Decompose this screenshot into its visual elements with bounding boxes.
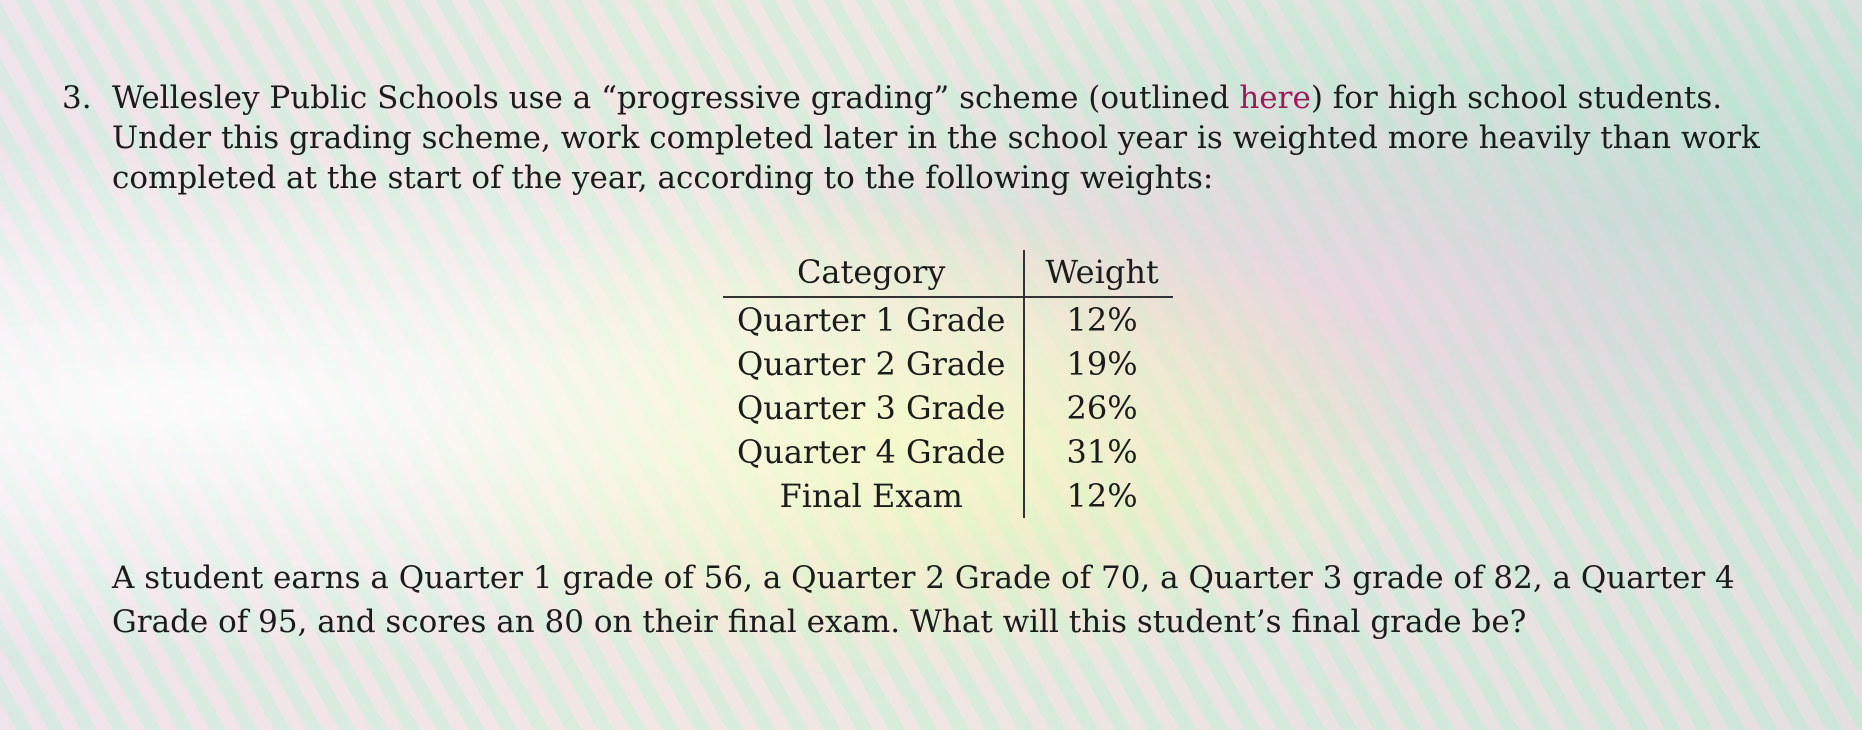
weight-cell: 31%: [1066, 433, 1138, 471]
category-cell: Final Exam: [723, 474, 1024, 518]
intro-text-start: Wellesley Public Schools use a “progressive grading” scheme (outlined: [112, 80, 1240, 116]
weight-cell: 12%: [1066, 301, 1138, 339]
weights-table-container: [723, 250, 1173, 518]
problem-number: 3.: [62, 80, 92, 116]
here-link[interactable]: here: [1239, 80, 1311, 116]
weight-cell: 26%: [1066, 389, 1138, 427]
problem-intro: [62, 78, 1792, 198]
weights-table: [723, 250, 1173, 518]
category-header: Category: [723, 250, 1024, 297]
table-row: [723, 342, 1173, 386]
question-text: A student earns a Quarter 1 grade of 56, a Quarter 2 Grade of 70, a Quarter 3 grade of 82, a Quarter 4 Grade of 95, and scores an 80 on their final exam. What will this student’s final grade be?: [112, 560, 1735, 640]
category-cell: Quarter 2 Grade: [723, 342, 1024, 386]
category-cell: Quarter 1 Grade: [723, 297, 1024, 342]
problem-intro-text: [112, 78, 1792, 198]
table-row: [723, 430, 1173, 474]
table-row: [723, 386, 1173, 430]
weight-header: Weight: [1024, 250, 1172, 297]
table-row: [723, 474, 1173, 518]
category-cell: Quarter 3 Grade: [723, 386, 1024, 430]
table-row: [723, 297, 1173, 342]
category-cell: Quarter 4 Grade: [723, 430, 1024, 474]
weight-cell: 19%: [1066, 345, 1138, 383]
weight-cell: 12%: [1066, 477, 1138, 515]
table-header-row: [723, 250, 1173, 297]
intro-text-end: ) for high school students. Under this grading scheme, work completed later in the school year is weighted more heavily than work completed at the start of the year, according to the following weights:: [112, 80, 1760, 196]
problem-statement: [62, 78, 1792, 198]
